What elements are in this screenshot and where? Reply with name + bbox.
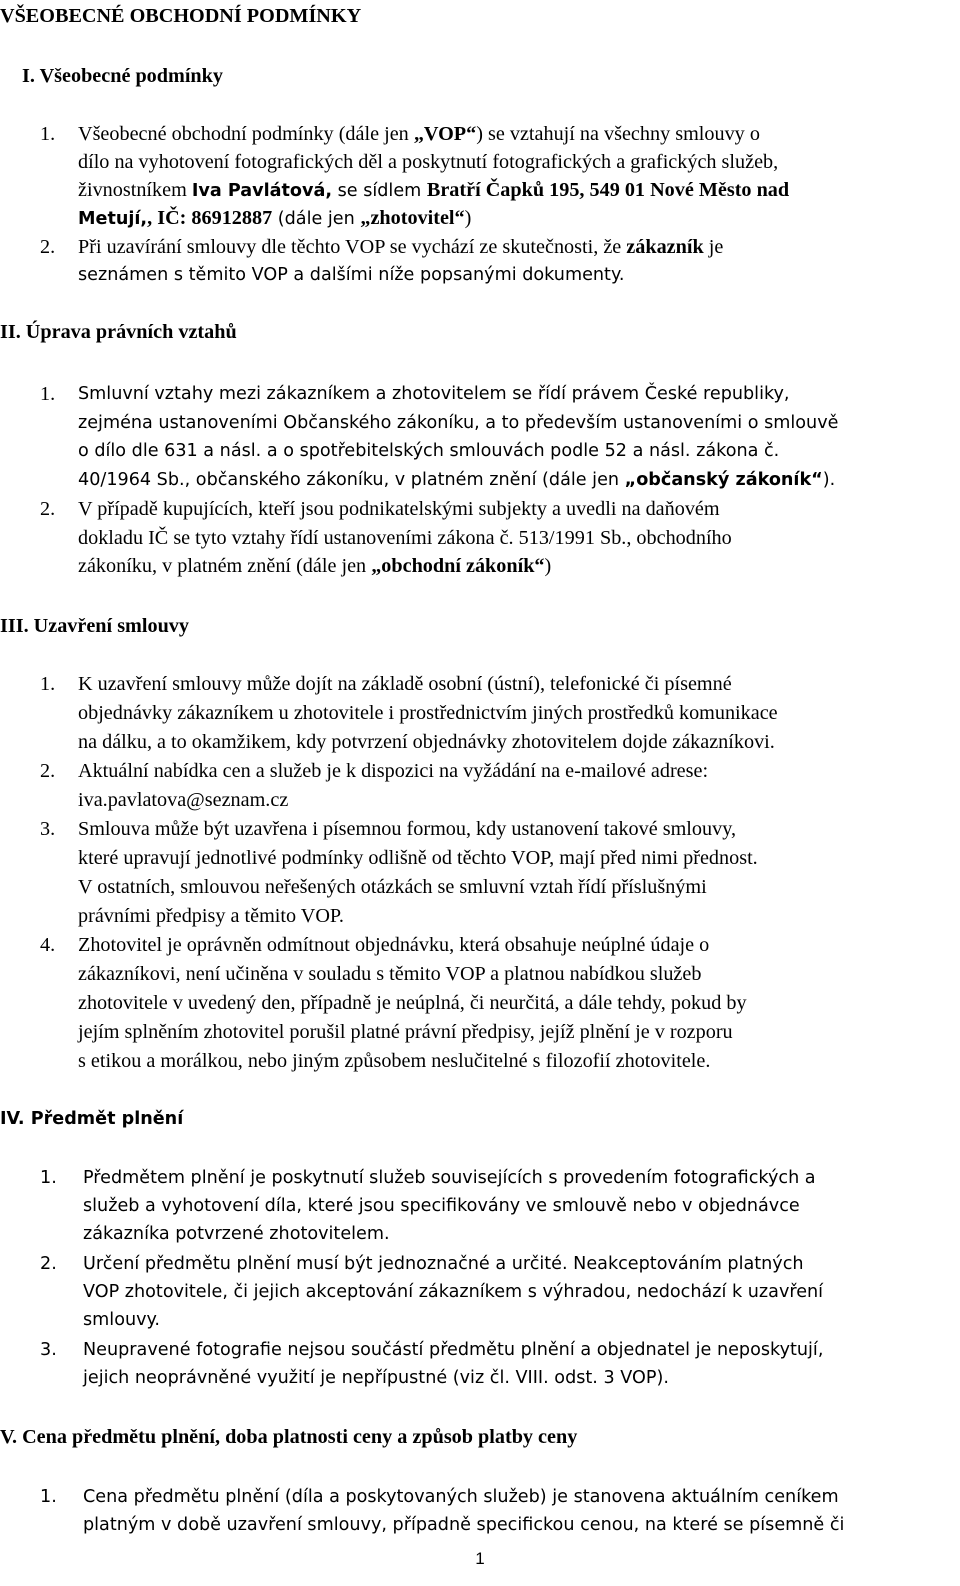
text-run-bold: „VOP“ [413, 123, 477, 145]
text-run: ) se vztahují na všechny smlouvy o [476, 123, 760, 145]
paragraph-line: služeb a vyhotovení díla, které jsou specifikovány ve smlouvě nebo v objednávce [83, 1196, 800, 1216]
paragraph-line: Aktuální nabídka cen a služeb je k dispozici na vyžádání na e-mailové adrese: [78, 760, 709, 782]
text-run-bold: Bratří Čapků 195, 549 01 Nové Město nad [426, 179, 790, 201]
text-run: ). [822, 470, 836, 490]
paragraph-line [78, 233, 723, 262]
text-run: Při uzavírání smlouvy dle těchto VOP se vychází ze skutečnosti, že [78, 236, 627, 258]
paragraph-line: dílo na vyhotovení fotografických děl a poskytnutí fotografických a grafických služeb, [78, 151, 779, 173]
paragraph-line: Předmětem plnění je poskytnutí služeb souvisejících s provedením fotografických a [83, 1168, 816, 1188]
page-number: 1 [475, 1549, 485, 1568]
text-run: ) [464, 207, 472, 229]
text-run: ) [544, 555, 552, 577]
paragraph-line: zákazníka potvrzené zhotovitelem. [83, 1224, 390, 1244]
paragraph-line: o dílo dle 631 a násl. a o spotřebitelských smlouvách podle 52 a násl. zákona č. [78, 441, 780, 461]
paragraph-line [78, 176, 789, 206]
text-run-bold: „obchodní zákoník“ [371, 555, 545, 577]
paragraph-line: V ostatních, smlouvou neřešených otázkách se smluvní vztah řídí příslušnými [78, 876, 707, 898]
text-run-bold: Metují, [78, 209, 148, 229]
text-run: Všeobecné obchodní podmínky (dále jen [78, 123, 414, 145]
paragraph-line: které upravují jednotlivé podmínky odlišně od těchto VOP, mají před nimi přednost. [78, 847, 758, 869]
paragraph-line: na dálku, a to okamžikem, kdy potvrzení objednávky zhotovitelem dojde zákazníkovi. [78, 731, 775, 753]
paragraph-line: právními předpisy a těmito VOP. [78, 905, 344, 927]
text-run-bold: „občanský zákoník“ [624, 470, 823, 490]
paragraph-line: s etikou a morálkou, nebo jiným způsobem neslučitelné s filozofií zhotovitele. [78, 1050, 711, 1072]
item-number: 2. [40, 760, 56, 782]
item-number: 1. [40, 1487, 57, 1507]
item-number: 1. [40, 383, 56, 405]
text-run-bold: „zhotovitel“ [360, 207, 465, 229]
paragraph-line: jejich neoprávněné využití je nepřípustné (viz čl. VIII. odst. 3 VOP). [83, 1368, 669, 1388]
paragraph-line: K uzavření smlouvy může dojít na základě osobní (ústní), telefonické či písemné [78, 673, 732, 695]
text-run-bold: zákazník [626, 236, 704, 258]
paragraph-line: platným v době uzavření smlouvy, případně specifickou cenou, na které se písemně či [83, 1515, 845, 1535]
paragraph-line [78, 120, 760, 149]
item-number: 3. [40, 818, 56, 840]
item-number: 2. [40, 1254, 57, 1274]
item-number: 2. [40, 236, 56, 258]
paragraph-line: smlouvy. [83, 1310, 161, 1330]
section-heading-2 [0, 318, 237, 347]
paragraph-line [78, 552, 551, 581]
paragraph-line: jejím splněním zhotovitel porušil platné právní předpisy, jejíž plnění je v rozporu [78, 1021, 733, 1043]
section-heading-1: I. Všeobecné podmínky [22, 65, 223, 87]
text-run: 40/1964 Sb. [78, 470, 185, 490]
text-run: zákoníku, v platném znění (dále jen [78, 555, 372, 577]
item-number: 3. [40, 1340, 57, 1360]
paragraph-line: V případě kupujících, kteří jsou podnikatelskými subjekty a uvedli na daňovém [78, 498, 720, 520]
paragraph-line: Smlouva může být uzavřena i písemnou formou, kdy ustanovení takové smlouvy, [78, 818, 737, 840]
paragraph-line: zejména ustanoveními Občanského zákoníku, a to především ustanoveními o smlouvě [78, 413, 839, 433]
document-title: VŠEOBECNÉ OBCHODNÍ PODMÍNKY [0, 5, 362, 27]
text-run-bold: Iva Pavlátová, [191, 181, 333, 201]
heading-text: II. Úprava právních vztahů [0, 321, 237, 343]
paragraph-line: seznámen s těmito VOP a dalšími níže popsanými dokumenty. [78, 265, 625, 285]
text-run: živnostníkem [78, 179, 192, 201]
item-number: 1. [40, 1168, 57, 1188]
paragraph-line: Cena předmětu plnění (díla a poskytovaných služeb) je stanovena aktuálním ceníkem [83, 1487, 839, 1507]
item-number: 1. [40, 123, 56, 145]
item-number: 2. [40, 498, 56, 520]
text-run: se sídlem [332, 181, 427, 201]
paragraph-line: zhotovitele v uvedený den, případně je neúplná, či neurčitá, a dále tehdy, pokud by [78, 992, 747, 1014]
paragraph-line: objednávky zákazníkem u zhotovitele i prostřednictvím jiných prostředků komunikace [78, 702, 778, 724]
email-address: iva.pavlatova@seznam.cz [78, 789, 289, 811]
text-run: (dále jen [272, 209, 361, 229]
paragraph-line [78, 204, 471, 234]
section-heading-4: IV. Předmět plnění [0, 1109, 184, 1129]
item-number: 1. [40, 673, 56, 695]
item-number: 4. [40, 934, 56, 956]
paragraph-line: dokladu IČ se tyto vztahy řídí ustanoveními zákona č. 513/1991 Sb., obchodního [78, 527, 732, 549]
text-run: je [703, 236, 724, 258]
section-heading-3: III. Uzavření smlouvy [0, 615, 189, 637]
paragraph-line [78, 466, 835, 495]
text-run-bold: , IČ: 86912887 [147, 207, 273, 229]
text-run: , občanského zákoníku, v platném znění (dále jen [184, 470, 625, 490]
paragraph-line: Neupravené fotografie nejsou součástí předmětu plnění a objednatel je neposkytují, [83, 1340, 824, 1360]
section-heading-5: V. Cena předmětu plnění, doba platnosti ceny a způsob platby ceny [0, 1426, 578, 1448]
paragraph-line: Zhotovitel je oprávněn odmítnout objednávku, která obsahuje neúplné údaje o [78, 934, 710, 956]
paragraph-line: Určení předmětu plnění musí být jednoznačné a určité. Neakceptováním platných [83, 1254, 804, 1274]
paragraph-line: VOP zhotovitele, či jejich akceptování zákazníkem s výhradou, nedochází k uzavření [83, 1282, 824, 1302]
paragraph-line: Smluvní vztahy mezi zákazníkem a zhotovitelem se řídí právem České republiky, [78, 384, 790, 404]
paragraph-line: zákazníkovi, není učiněna v souladu s těmito VOP a platnou nabídkou služeb [78, 963, 702, 985]
